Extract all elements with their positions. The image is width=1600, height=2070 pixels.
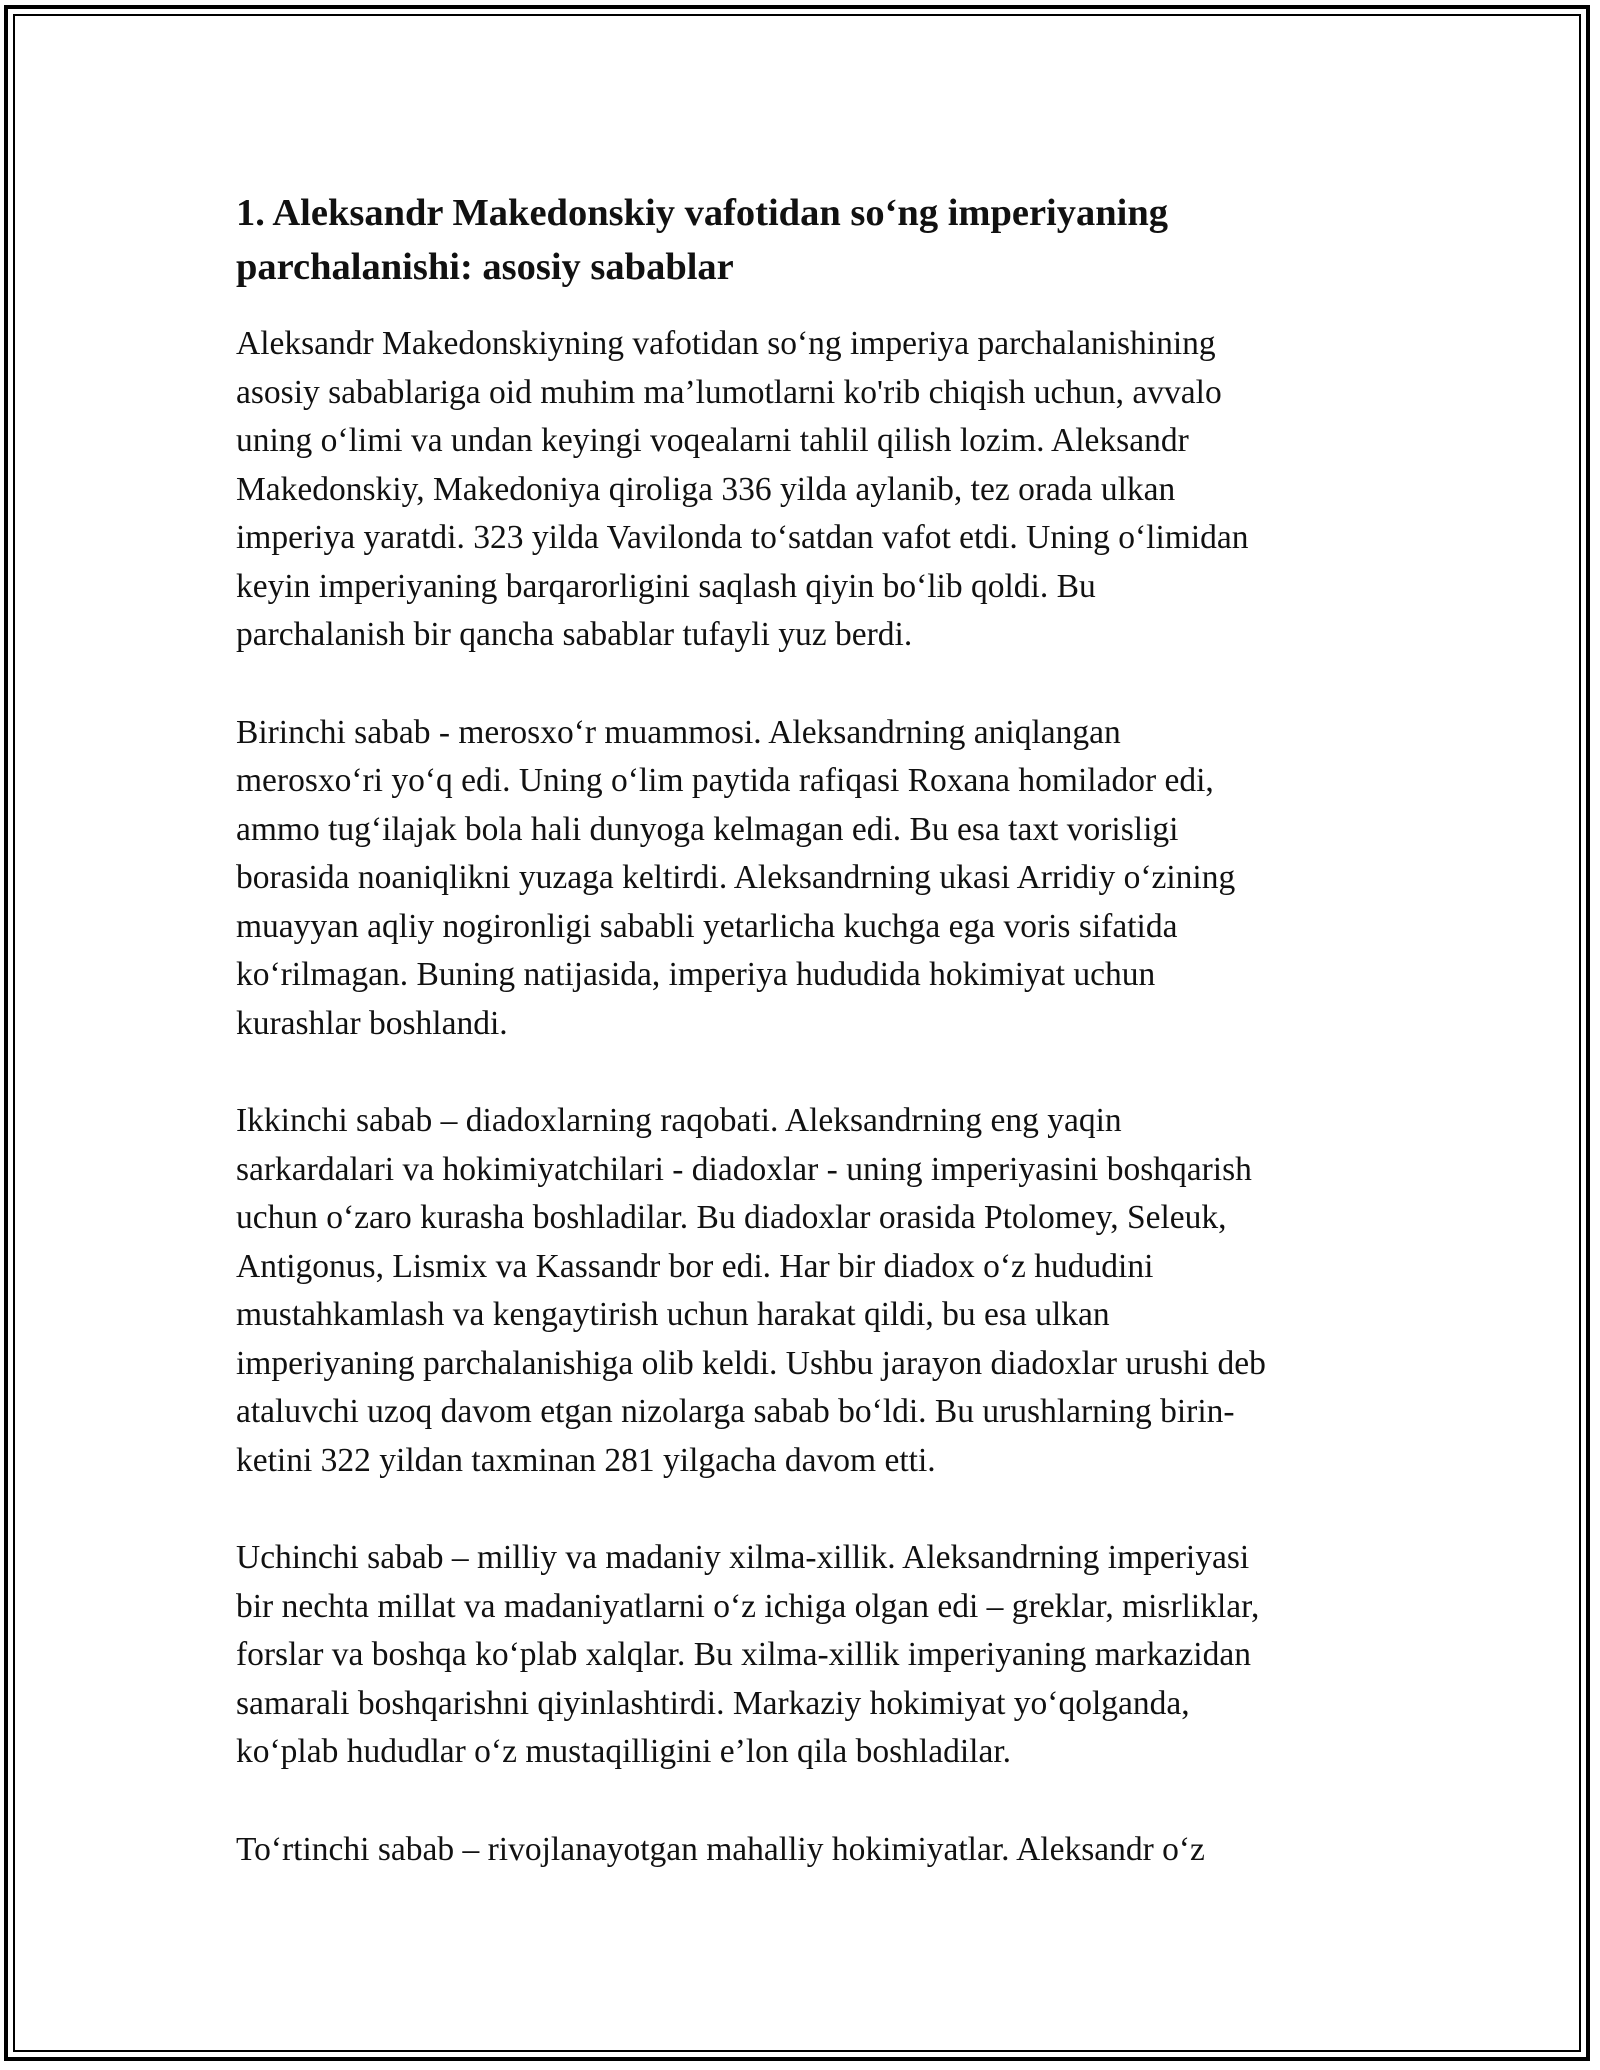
document-title: 1. Aleksandr Makedonskiy vafotidan so‘ng imperiyaning parchalanishi: asosiy sabablar <box>236 192 1169 288</box>
paragraph-third-reason: Uchinchi sabab – milliy va madaniy xilma-xillik. Aleksandrning imperiyasi bir nechta millat va madaniyatlarni o‘z ichiga olgan edi – greklar, misrliklar, forslar va boshqa ko‘plab xalqlar. Bu xilma-xillik imperiyaning markazidan samarali boshqarishni qiyinlashtirdi. Markaziy hokimiyat yo‘qolganda, ko‘plab hududlar o‘z mustaqilligini e’lon qila boshladilar. <box>236 1539 1260 1770</box>
document-body <box>236 186 1366 1923</box>
paragraph-intro: Aleksandr Makedonskiyning vafotidan so‘ng imperiya parchalanishining asosiy sabablariga oid muhim ma’lumotlarni ko'rib chiqish uchun, avvalo uning o‘limi va undan keyingi voqealarni tahlil qilish lozim. Aleksandr Makedonskiy, Makedoniya qiroliga 336 yilda aylanib, tez orada ulkan imperiya yaratdi. 323 yilda Vavilonda to‘satdan vafot etdi. Uning o‘limidan keyin imperiyaning barqarorligini saqlash qiyin bo‘lib qoldi. Bu parchalanish bir qancha sabablar tufayli yuz berdi. <box>236 325 1249 653</box>
paragraph-first-reason: Birinchi sabab - merosxo‘r muammosi. Aleksandrning aniqlangan merosxo‘ri yo‘q edi. Uning o‘lim paytida rafiqasi Roxana homilador edi, ammo tug‘ilajak bola hali dunyoga kelmagan edi. Bu esa taxt vorisligi borasida noaniqlikni yuzaga keltirdi. Aleksandrning ukasi Arridiy o‘zining muayyan aqliy nogironligi sababli yetarlicha kuchga ega voris sifatida ko‘rilmagan. Buning natijasida, imperiya hududida hokimiyat uchun kurashlar boshlandi. <box>236 713 1236 1042</box>
paragraph-second-reason: Ikkinchi sabab – diadoxlarning raqobati. Aleksandrning eng yaqin sarkardalari va hokimiyatchilari - diadoxlar - uning imperiyasini boshqarish uchun o‘zaro kurasha boshladilar. Bu diadoxlar orasida Ptolomey, Seleuk, Antigonus, Lismix va Kassandr bor edi. Har bir diadox o‘z hududini mustahkamlash va kengaytirish uchun harakat qildi, bu esa ulkan imperiyaning parchalanishiga olib keldi. Ushbu jarayon diadoxlar urushi deb ataluvchi uzoq davom etgan nizolarga sabab bo‘ldi. Bu urushlarning birin- ketini 322 yildan taxminan 281 yilgacha davom etti. <box>236 1102 1266 1479</box>
paragraph-fourth-reason: To‘rtinchi sabab – rivojlanayotgan mahalliy hokimiyatlar. Aleksandr o‘z <box>236 1830 1205 1868</box>
